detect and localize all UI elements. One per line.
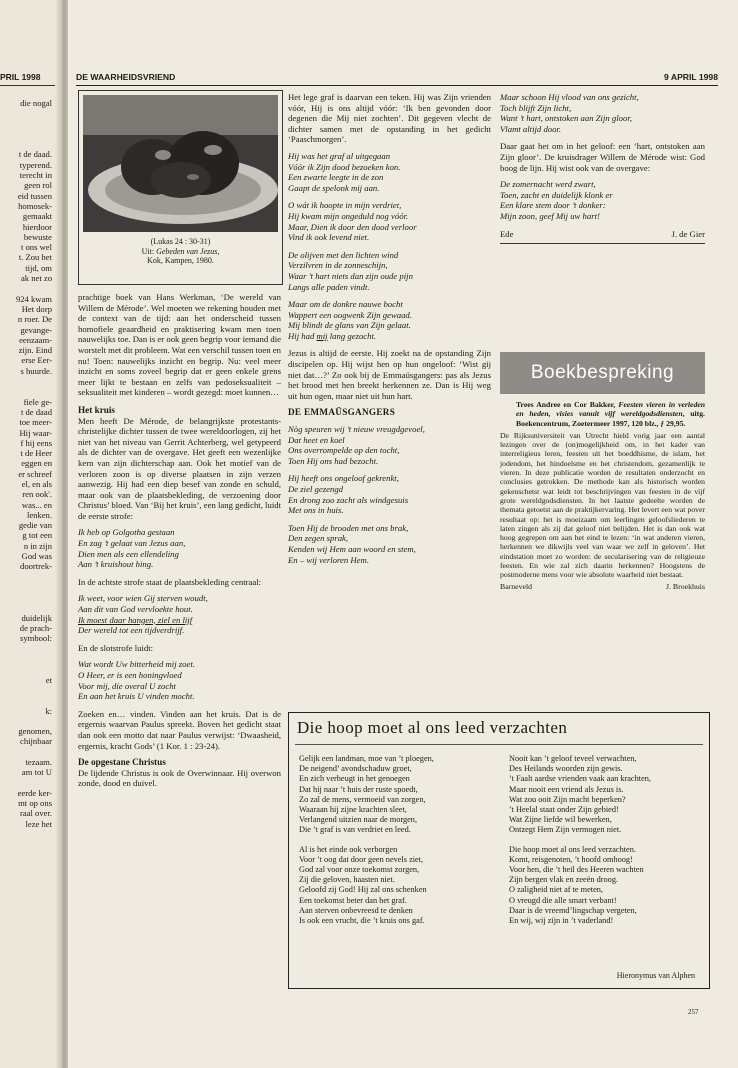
previous-page-line: die nogal bbox=[20, 98, 52, 108]
poem-line: Toen, zacht en duidelijk klonk er bbox=[500, 189, 613, 200]
previous-page-line: doortrek- bbox=[20, 561, 52, 572]
caption-line: Kok, Kampen, 1980. bbox=[147, 256, 214, 266]
poem-right-column bbox=[509, 754, 704, 935]
previous-page-line: mt op ons bbox=[18, 798, 52, 809]
previous-page-line: toe meer- bbox=[19, 417, 52, 428]
previous-page-header: PRIL 1998 bbox=[0, 72, 41, 82]
poem-line: De zomernacht werd zwart, bbox=[500, 179, 596, 190]
paragraph: In de achtste strofe staat de plaatsbekleding centraal: bbox=[78, 576, 262, 587]
poem-line: Des Heilands woorden zijn gewis. bbox=[509, 764, 623, 774]
poem-line: Dat hij naar ’t huis der ruste spoedt, bbox=[299, 784, 418, 794]
poem-line: Ons overrompelde op den tocht, bbox=[288, 445, 400, 456]
previous-page-line: de prach- bbox=[19, 623, 52, 634]
article-signature bbox=[500, 229, 705, 240]
poem-line: Dien men als een ellendeling bbox=[78, 548, 179, 559]
poem-line: Maar, Dien ik door den dood verloor bbox=[288, 221, 417, 232]
previous-page-line: Het dorp bbox=[21, 303, 52, 314]
poem-line: Zijn bergen vlak en zeeën droog. bbox=[509, 875, 619, 885]
poem-stanza bbox=[288, 200, 491, 242]
poem-line: Zo zal de mens, vermoeid van zorgen, bbox=[299, 794, 426, 804]
previous-page-line: eggen en bbox=[21, 458, 52, 469]
emmaus-photo bbox=[83, 95, 278, 232]
signature-place: Ede bbox=[500, 228, 514, 239]
poem-line: Verlangend uitzien naar de morgen, bbox=[299, 815, 418, 825]
poem-line: Aan dit van God vervloekte hout. bbox=[78, 604, 193, 615]
poem-line: Hij heeft ons ongeloof gekrenkt, bbox=[288, 473, 399, 484]
poem-line: Voor mij, die overal U zocht bbox=[78, 680, 176, 691]
poem-line: Waaraan hij zijne krachten sleet, bbox=[299, 805, 407, 815]
poem-line: Geloofd zij God! Hij zal ons schenken bbox=[299, 885, 427, 895]
signature-place: Barneveld bbox=[500, 581, 533, 591]
running-header bbox=[76, 72, 718, 84]
bread-loaves-image bbox=[83, 95, 278, 232]
poem-line: ’t Heelal staat onder Zijn gebied! bbox=[509, 805, 619, 815]
poem-line: Voor ’t oog dat door geen nevels ziet, bbox=[299, 854, 424, 864]
header-rule bbox=[76, 85, 718, 86]
poem-line: Waar ’t hart niets dan zijn oude pijn bbox=[288, 270, 413, 281]
previous-page-line: hierdoor bbox=[22, 221, 52, 232]
poem-line: Gelijk een landman, moe van ’t ploegen, bbox=[299, 754, 434, 763]
boekbespreking-banner: Boekbespreking bbox=[500, 352, 705, 394]
poem-line: O Heer, er is een honingvloed bbox=[78, 670, 182, 680]
poem-line: En drong zoo zacht als windgesuis bbox=[288, 494, 409, 505]
paragraph: Men heeft De Mérode, de belangrijkste protestants-christelijke dichter tussen de twee wereldoorlogen, zij het niet van het niveau van Gerrit Achterberg, wel getypeerd als de dichter van de overgave. Het geeft een wezenlijke kern van zijn dichterschap aan. Ook het motief van de verloren zoon is op diverse plaatsen in zijn verzen aanwezig. Hij had een diep besef van zonde en schuld, maar ook van de plaatsbekleding, de verzoening door Christus’ bloed. Van ‘Bij het kruis’, een lang gedicht, luidt de eerste strofe: bbox=[78, 415, 281, 521]
previous-page-line: et bbox=[45, 674, 52, 685]
poem-line: Ontzegt Hem Zijn vermogen niet. bbox=[509, 825, 622, 835]
previous-page-line bbox=[0, 644, 52, 654]
previous-page-line: chijnbaar bbox=[20, 736, 52, 747]
section-rule bbox=[500, 243, 705, 244]
book-title: Trees Andree en Cor Bakker, Feesten vieren in verleden en heden, visies vanuit vijf wereldgodsdiensten, uitg. Boekencentrum, Zoetermeer 1997, 120 blz., ƒ 29,95. bbox=[516, 400, 706, 428]
previous-page-line bbox=[0, 747, 52, 757]
poem-stanza bbox=[288, 473, 491, 515]
poem-line: Die hoop moet al ons leed verzachten. bbox=[509, 844, 636, 854]
previous-page-line bbox=[0, 603, 52, 613]
poem-line: God zal voor onze toekomst zorgen, bbox=[299, 865, 420, 875]
poem-stanza bbox=[299, 845, 494, 927]
poem-line: Ik weet, voor wien Gij sterven woudt, bbox=[78, 593, 208, 604]
previous-page-line: gemaakt bbox=[22, 211, 52, 222]
poem-line: Hij kwam mijn ongeduld nog vóór. bbox=[288, 210, 409, 221]
poem-line: Aan ’t kruishout hing. bbox=[78, 559, 154, 570]
previous-page-line: 924 kwam bbox=[15, 293, 52, 304]
poem-line: Mij blindt de glans van Zijn gelaat. bbox=[288, 320, 411, 331]
article-column-2 bbox=[288, 92, 491, 572]
poem-stanza bbox=[500, 92, 705, 134]
previous-page-line: homosek- bbox=[18, 200, 52, 211]
poem-left-column bbox=[299, 754, 494, 935]
poem-line: Komt, reisgenoten, ’t hoofd omhoog! bbox=[509, 854, 633, 864]
previous-page-line: typerend. bbox=[19, 159, 52, 170]
previous-page-line bbox=[0, 376, 52, 386]
caption-line: Uit: Gebeden van Jezus, bbox=[141, 246, 220, 256]
poem-line: Maar schoon Hij vlood van ons gezicht, bbox=[500, 92, 639, 102]
poem-line: O wát ik hoopte in mijn verdriet, bbox=[288, 200, 402, 211]
previous-page-line: leze het bbox=[25, 818, 52, 829]
previous-page-line: t de daad. bbox=[18, 149, 52, 160]
previous-page-line bbox=[0, 582, 52, 592]
poem-line: De ziel gezengd bbox=[288, 484, 344, 494]
poem-line: Want ’t hart, ontstoken aan Zijn gloor, bbox=[500, 113, 632, 124]
poem-line: Ik moest daar hangen, ziel en lijf bbox=[78, 614, 193, 625]
previous-page-line: eerde ker- bbox=[17, 787, 52, 798]
poem-line: Voor hen, die ’t heil des Heeren wachten bbox=[509, 865, 644, 875]
previous-page-line bbox=[0, 716, 52, 726]
poem-line: Mijn zoon, geef Mij uw hart! bbox=[500, 210, 600, 221]
previous-page-line bbox=[0, 572, 52, 582]
poem-line: Wat wordt Uw bitterheid mij zoet. bbox=[78, 659, 195, 670]
poem-line: Al is het einde ook verborgen bbox=[299, 844, 398, 854]
book-review bbox=[500, 400, 705, 591]
poem-stanza bbox=[78, 659, 281, 701]
poem-stanza bbox=[509, 754, 704, 836]
previous-page-line: g tot een bbox=[22, 530, 52, 541]
poem-line: Met ons in huis. bbox=[288, 505, 344, 516]
previous-page-line bbox=[0, 283, 52, 293]
previous-page-line: zijn. Eind bbox=[18, 345, 52, 356]
poem-line: Wappert een oogwenk Zijn gewaad. bbox=[288, 309, 412, 320]
poem-stanza bbox=[288, 424, 491, 466]
poem-line: Is ook een vrucht, die ’t kruis ons gaf. bbox=[299, 916, 425, 926]
poem-line: O zaligheid niet af te meten, bbox=[509, 885, 603, 895]
poem-line: Maar nooit een vriend als Jezus is. bbox=[509, 784, 624, 794]
previous-page-line: geen rol bbox=[24, 180, 52, 191]
poem-line: Vóór ik Zijn dood bezoeken kon. bbox=[288, 161, 401, 172]
previous-page-line: bewuste bbox=[23, 231, 52, 242]
poem-stanza bbox=[78, 527, 281, 569]
poem-line: De olijven met den lichten wind bbox=[288, 249, 399, 260]
previous-page-line: raal over. bbox=[20, 808, 52, 819]
previous-page-line bbox=[0, 592, 52, 602]
poem-line: Een klare stem door ’t donker: bbox=[500, 200, 606, 211]
previous-page-line bbox=[0, 654, 52, 664]
article-column-3 bbox=[500, 92, 705, 248]
poem-line: Die ’t graf is van verdriet en leed. bbox=[299, 825, 411, 835]
previous-page-line: ak net zo bbox=[20, 273, 52, 284]
poem-line: Der wereld tot een tijdverdrijf. bbox=[78, 625, 185, 636]
previous-page-line: genomen, bbox=[18, 726, 52, 737]
paragraph: Jezus is altijd de eerste. Hij zoekt na de opstanding Zijn discipelen op. Hij wijst hen op hun ongeloof: ‘Wist gij niet dat…?’ Zo ook bij de Emmaüsgangers: pas als Jezus het brood met hen breekt herkennen ze. Dan is Hij weg uit hun ogen, maar niet uit hun hart. bbox=[288, 348, 491, 401]
paragraph: Zoeken en… vinden. Vinden aan het kruis. Dat is de ergernis waarvan Paulus spreekt. Boven het gedicht staat dan ook een motto dat naar Paulus verwijst: ‘Dwaasheid, ergernis, kracht Gods’ (1 Kor. 1 : 23-24). bbox=[78, 708, 281, 751]
previous-page-line: eenzaam- bbox=[19, 334, 52, 345]
poem-line: En wij, wij zijn in ’t vaderland! bbox=[509, 916, 614, 926]
issue-date: 9 APRIL 1998 bbox=[664, 72, 718, 82]
poem-line: Wat Zijne liefde wil bewerken, bbox=[509, 815, 612, 825]
poem-line: Zij die geloven, haasten niet. bbox=[299, 875, 395, 885]
subheading-het-kruis: Het kruis bbox=[78, 404, 116, 415]
poem-line: Een zwarte leegte in de zon bbox=[288, 172, 384, 183]
previous-page-rule bbox=[0, 85, 56, 86]
previous-page-line: lenken. bbox=[26, 509, 52, 520]
poem-line: Toen Hij de brooden met ons brak, bbox=[288, 522, 409, 533]
previous-page-line bbox=[0, 664, 52, 674]
paragraph: Het lege graf is daarvan een teken. Hij was Zijn vrienden vóór, Hij is ons altijd vóór: ‘Ik ben gevonden door degenen die Mij niet zochten’. Dit gegeven vlecht de dichter samen met de opstanding in het gedicht ‘Paaschmorgen’. bbox=[288, 92, 491, 145]
poem-line: De neigend’ avondschaduw groet, bbox=[299, 764, 412, 774]
poem-line: Dat heet en koel bbox=[288, 434, 345, 445]
poem-title: Die hoop moet al ons leed verzachten bbox=[297, 718, 568, 737]
poem-line: Langs alle paden vindt. bbox=[288, 281, 370, 292]
previous-page-line: t de daad bbox=[20, 406, 52, 417]
previous-page-line: tezaam. bbox=[25, 757, 52, 767]
poem-line: Hij had mij lang gezocht. bbox=[288, 330, 377, 341]
previous-page-line: s huurde. bbox=[20, 365, 52, 376]
poem-line: Kenden wij Hem aan woord en stem, bbox=[288, 543, 416, 554]
poem-stanza bbox=[288, 151, 491, 193]
previous-page-line bbox=[0, 778, 52, 788]
paragraph: En de slotstrofe luidt: bbox=[78, 642, 154, 653]
previous-page-line: symbool: bbox=[20, 633, 52, 644]
previous-page-line bbox=[0, 685, 52, 695]
previous-page-line: el, en als bbox=[21, 478, 52, 489]
previous-page-line: k: bbox=[45, 705, 52, 716]
previous-page-line: gevange- bbox=[20, 324, 52, 335]
previous-page-line: was... en bbox=[21, 499, 52, 510]
previous-page-line: t de Heer bbox=[20, 448, 52, 459]
previous-page-line: t ons wel bbox=[20, 242, 52, 253]
previous-page-line: tijd, om bbox=[25, 262, 52, 273]
poem-line: Wat zou ooit Zijn macht beperken? bbox=[509, 794, 626, 804]
poem-line: Hij was het graf al uitgegaan bbox=[288, 150, 391, 161]
paragraph: Daar gaat het om in het geloof: een ‘hart, ontstoken aan Zijn gloor’. De kruisdrager Willem de Mérode wist: God boog de lijn. Hij wist ook van de overgave: bbox=[500, 141, 705, 173]
publication-name: DE WAARHEIDSVRIEND bbox=[76, 72, 176, 82]
poem-line: ’t Faalt aardse vrienden vaak aan krachten, bbox=[509, 774, 651, 784]
subheading-opgestane-christus: De opgestane Christus bbox=[78, 757, 166, 768]
poem-line: Maar om de donkre nauwe bocht bbox=[288, 299, 403, 310]
caption-line: (Lukas 24 : 30-31) bbox=[150, 237, 211, 246]
article-column-1 bbox=[78, 292, 281, 795]
poem-line: En zich verheugt in het genoegen bbox=[299, 774, 410, 784]
poem-author: Hieronymus van Alphen bbox=[616, 971, 695, 980]
previous-page-line: God was bbox=[21, 551, 52, 562]
poem-line: Een toekomst beter dan het graf. bbox=[299, 895, 407, 905]
previous-page-line: duidelijk bbox=[21, 612, 52, 623]
previous-page-line: t. Zou het bbox=[18, 252, 52, 263]
poem-line: En aan het kruis U vinden mocht. bbox=[78, 691, 195, 702]
previous-page-line: n roer. De bbox=[17, 314, 52, 325]
poem-line: Toen Hij ons had bezocht. bbox=[288, 455, 379, 466]
previous-page-line bbox=[0, 695, 52, 705]
previous-page-line: n in zijn bbox=[23, 540, 52, 551]
previous-page-line: gedie van bbox=[18, 520, 52, 531]
signature-author: J. de Gier bbox=[671, 228, 705, 239]
signature-author: J. Broekhuis bbox=[666, 581, 705, 591]
poem-line: O vreugd die alle smart verbant! bbox=[509, 895, 617, 905]
poem-line: En – wij verloren Hem. bbox=[288, 554, 369, 565]
review-text: De Rijksuniversiteit van Utrecht hield vorig jaar een aantal lezingen over de (on)mogelijkheid om, in het kader van interreligieus leren, feesten uit het boeddhisme, de islam, het jodendom, het hindoeïsme en het christendom, gezamenlijk te vieren. In deze publicatie worden de resultaten onderzocht en conclusies getrokken. De methode kan als historisch worden gekenschetst wat leidt tot beschrijvingen van feesten in de vijf grote wereldgodsdiensten. In het laatste gedeelte worden de themata getoetst aan de praktijkervaring. Het levert een wat pover resultaat op: het is moeizaam om leerlingen geloofsliederen te laten zingen als zij dat geloof niet belijden. Het is dan ook wat hoog gegrepen om aan het eind te lezen: ‘in wat anderen vieren, herkennen we dikwijls veel van waar we zelf in geloven’. Het eindstation moet zo worden: de secularisering van de religieuze feesten. En wie zal zich daarin herkennen? Hoogstens de postmoderne mens voor wie absolute waarheid niet bestaat. bbox=[500, 430, 705, 580]
poem-stanza bbox=[288, 523, 491, 565]
paragraph: prachtige boek van Hans Werkman, ‘De wereld van Willem de Mérode’. Wel moeten we rekening houden met de context van de tijd: aan het onderscheid tussen homofiele geaardheid en praktisering kwam men toen nauwelijks toe. Dan is er ook geen begrip voor iemand die worstelt met dit probleem. Wat een verschil tussen toen en nu! Toen: nauwelijks inzicht en begrip. Nu: veel meer inzicht en soms zoveel begrip dat er geen enkele grens meer lijkt te bestaan en zelfs van pedoseksualiteit – seksualiteit met kinderen – wordt gezegd: moet kunnen… bbox=[78, 292, 281, 398]
previous-page-strip bbox=[0, 0, 60, 1068]
poem-line: Ik heb op Golgotha gestaan bbox=[78, 527, 175, 538]
previous-page-line bbox=[0, 129, 52, 139]
previous-page-line: Hij waar- bbox=[19, 427, 52, 438]
paragraph: De lijdende Christus is ook de Overwinnaar. Hij overwon zonde, dood en duivel. bbox=[78, 767, 281, 789]
poem-stanza bbox=[509, 845, 704, 927]
poem-line: En zag ’t gelaat van Jezus aan, bbox=[78, 538, 186, 549]
previous-page-line: erse Eer- bbox=[21, 355, 52, 366]
poem-line: Gaapt de spelonk mij aan. bbox=[288, 182, 380, 193]
page-number: 257 bbox=[688, 1008, 699, 1016]
poem-line: Toch blijft Zijn licht, bbox=[500, 102, 572, 113]
previous-page-text bbox=[0, 98, 52, 829]
previous-page-line: terecht in bbox=[19, 170, 52, 181]
poem-line: Nooit kan ’t geloof teveel verwachten, bbox=[509, 754, 637, 763]
subheading-emmausgangers: DE EMMAÜSGANGERS bbox=[288, 407, 396, 418]
poem-stanza bbox=[78, 593, 281, 635]
poem-box bbox=[288, 712, 710, 989]
poem-stanza bbox=[288, 250, 491, 292]
poem-title-rule bbox=[295, 744, 703, 745]
review-signature bbox=[500, 582, 705, 591]
poem-stanza bbox=[288, 299, 491, 341]
image-caption bbox=[79, 237, 282, 266]
poem-line: Nòg speuren wij ’t nieuw vreugdgevoel, bbox=[288, 424, 425, 435]
previous-page-line bbox=[0, 119, 52, 129]
previous-page-line: fiele ge- bbox=[23, 396, 52, 407]
previous-page-line: eid tussen bbox=[17, 190, 52, 201]
poem-line: Den zegen sprak, bbox=[288, 533, 349, 544]
previous-page-line bbox=[0, 139, 52, 149]
previous-page-line bbox=[0, 108, 52, 118]
poem-line: Aan sterven onbevreesd te denken bbox=[299, 905, 413, 915]
previous-page-line: ren ook'. bbox=[22, 489, 52, 500]
illustration-box bbox=[78, 90, 283, 285]
poem-stanza bbox=[500, 179, 705, 221]
previous-page-line bbox=[0, 386, 52, 396]
poem-line: Verzilvren in de zonneschijn, bbox=[288, 260, 388, 271]
poem-stanza bbox=[299, 754, 494, 836]
poem-line: Vind ik ook levend niet. bbox=[288, 232, 370, 243]
previous-page-line: er schreef bbox=[18, 468, 52, 479]
poem-line: Daar is de vreemd’lingschap vergeten, bbox=[509, 905, 637, 915]
previous-page-line: f hij eens bbox=[20, 437, 52, 448]
poem-line: Vlamt altijd door. bbox=[500, 123, 562, 134]
previous-page-line: am tot U bbox=[21, 767, 52, 778]
magazine-page bbox=[68, 0, 738, 1068]
